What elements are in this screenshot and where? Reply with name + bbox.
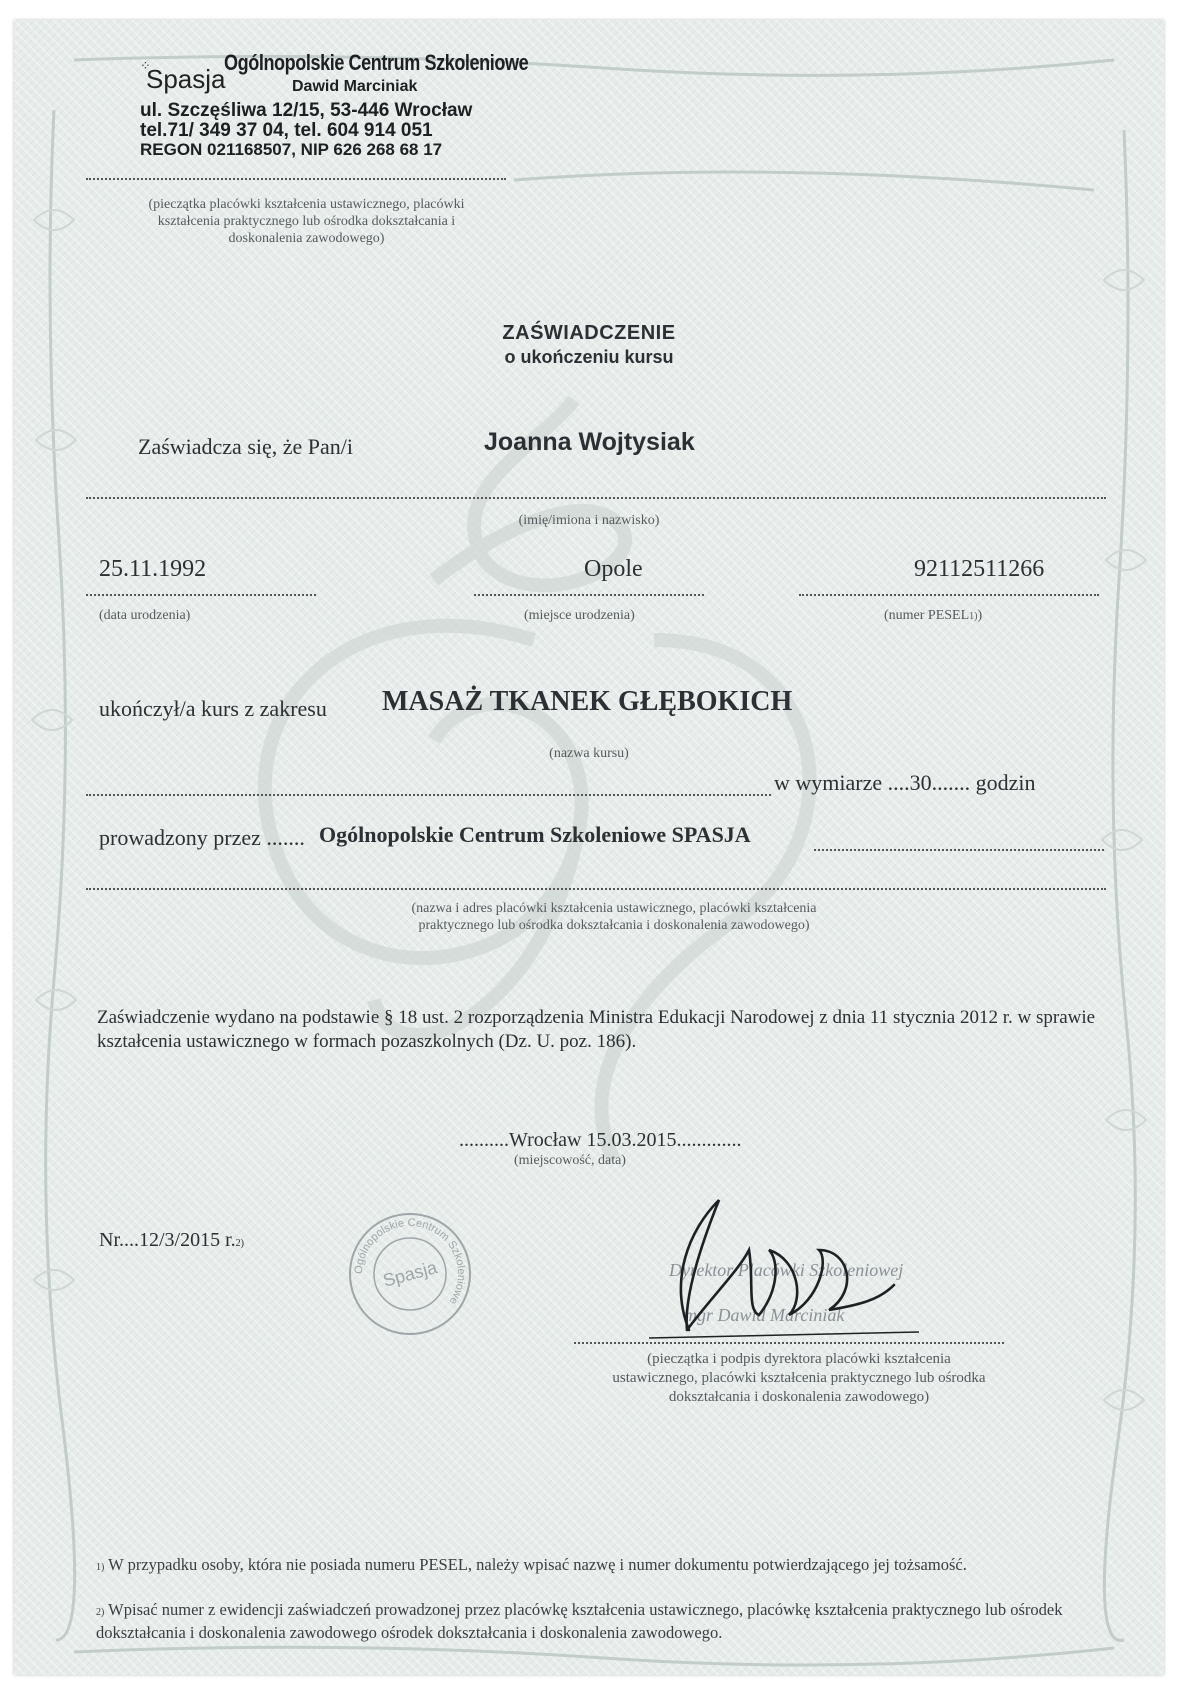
course-hours: w wymiarze ....30....... godzin [774, 770, 1036, 795]
certify-label: Zaświadcza się, że Pan/i [138, 434, 354, 459]
spasja-logo: ⁘ Spasja [140, 58, 226, 94]
stamp-phones: tel.71/ 349 37 04, tel. 604 914 051 [140, 120, 433, 141]
birth-date-caption: (data urodzenia) [99, 608, 191, 623]
signature-caption: (pieczątka i podpis dyrektora placówki kształcenia ustawicznego, placówki kształcenia praktycznego lub ośrodka dokształcania i doskonalenia zawodowego) [612, 1351, 986, 1405]
footnote-2: 2) Wpisać numer z ewidencji zaświadczeń prowadzonej przez placówkę kształcenia ustawicznego, placówkę kształcenia praktycznego lub ośrodek dokształcania i doskonalenia zawodowego ośrodek dokształcania i doskonalenia zawodowego. [96, 1600, 1063, 1642]
director-stamp-name: mgr Dawid Marciniak [684, 1305, 845, 1325]
institution-name: Ogólnopolskie Centrum Szkoleniowe SPASJA [319, 822, 751, 847]
stamp-ids: REGON 021168507, NIP 626 268 68 17 [140, 140, 443, 159]
svg-text:Ogólnopolskie Centrum Szkoleni: Ogólnopolskie Centrum Szkoleniowe [352, 1216, 468, 1307]
led-by-label: prowadzony przez ....... [99, 825, 305, 850]
logo-mark-icon: ⁘ [140, 58, 151, 73]
institution-dotted-line-2 [86, 888, 1106, 890]
pesel-number: 92112511266 [914, 556, 1045, 582]
person-name: Joanna Wojtysiak [484, 428, 695, 456]
name-dotted-line [86, 497, 1106, 499]
birth-place-caption: (miejsce urodzenia) [524, 608, 635, 623]
institution-caption: (nazwa i adres placówki kształcenia ustawicznego, placówki kształcenia praktycznego lub ośrodka dokształcania i doskonalenia zawodowego) [411, 901, 817, 933]
legal-basis: Zaświadczenie wydano na podstawie § 18 ust. 2 rozporządzenia Ministra Edukacji Narodowej z dnia 11 stycznia 2012 r. w sprawie kształcenia ustawicznego w formach pozaszkolnych (Dz. U. poz. 186). [97, 1007, 1096, 1052]
pesel-dotted-line [799, 594, 1099, 596]
birth-place-dotted-line [474, 594, 704, 596]
svg-text:Spasja: Spasja [380, 1257, 440, 1291]
name-caption: (imię/imiona i nazwisko) [518, 513, 660, 528]
birth-date-dotted-line [86, 594, 316, 596]
stamp-caption: (pieczątka placówki kształcenia ustawicznego, placówki kształcenia praktycznego lub ośrodka dokształcania i doskonalenia zawodowego) [148, 197, 465, 246]
stamp-dotted-line [86, 178, 506, 180]
stamp-owner-name: Dawid Marciniak [292, 78, 418, 95]
signature-dotted-line [574, 1342, 1004, 1344]
course-name: MASAŻ TKANEK GŁĘBOKICH [382, 686, 793, 717]
director-signature [629, 1190, 929, 1340]
stamp-address: ul. Szczęśliwa 12/15, 53-446 Wrocław [140, 100, 473, 121]
birth-place: Opole [584, 556, 643, 582]
course-dotted-line [86, 794, 771, 796]
director-stamp-title: Dyrektor Placówki Szkoleniowej [669, 1260, 904, 1280]
certificate-number: Nr....12/3/2015 r.2) [99, 1229, 245, 1251]
document-title: ZAŚWIADCZENIE [502, 322, 676, 344]
footnote-1: 1) W przypadku osoby, która nie posiada numeru PESEL, należy wpisać nazwę i numer dokumentu potwierdzającego jej tożsamość. [96, 1555, 967, 1574]
course-caption: (nazwa kursu) [549, 746, 629, 761]
issue-place-date: ..........Wrocław 15.03.2015............. [459, 1129, 742, 1151]
place-date-caption: (miejscowość, data) [514, 1153, 626, 1168]
completed-label: ukończył/a kurs z zakresu [99, 696, 327, 721]
round-stamp [346, 1210, 474, 1338]
pesel-caption: (numer PESEL1)) [884, 608, 983, 623]
birth-date: 25.11.1992 [99, 556, 207, 582]
certificate-sheet [14, 20, 1164, 1675]
stamp-org-name: Ogólnopolskie Centrum Szkoleniowe [224, 50, 529, 75]
institution-dotted-line [814, 849, 1104, 851]
document-subtitle: o ukończeniu kursu [504, 347, 674, 367]
